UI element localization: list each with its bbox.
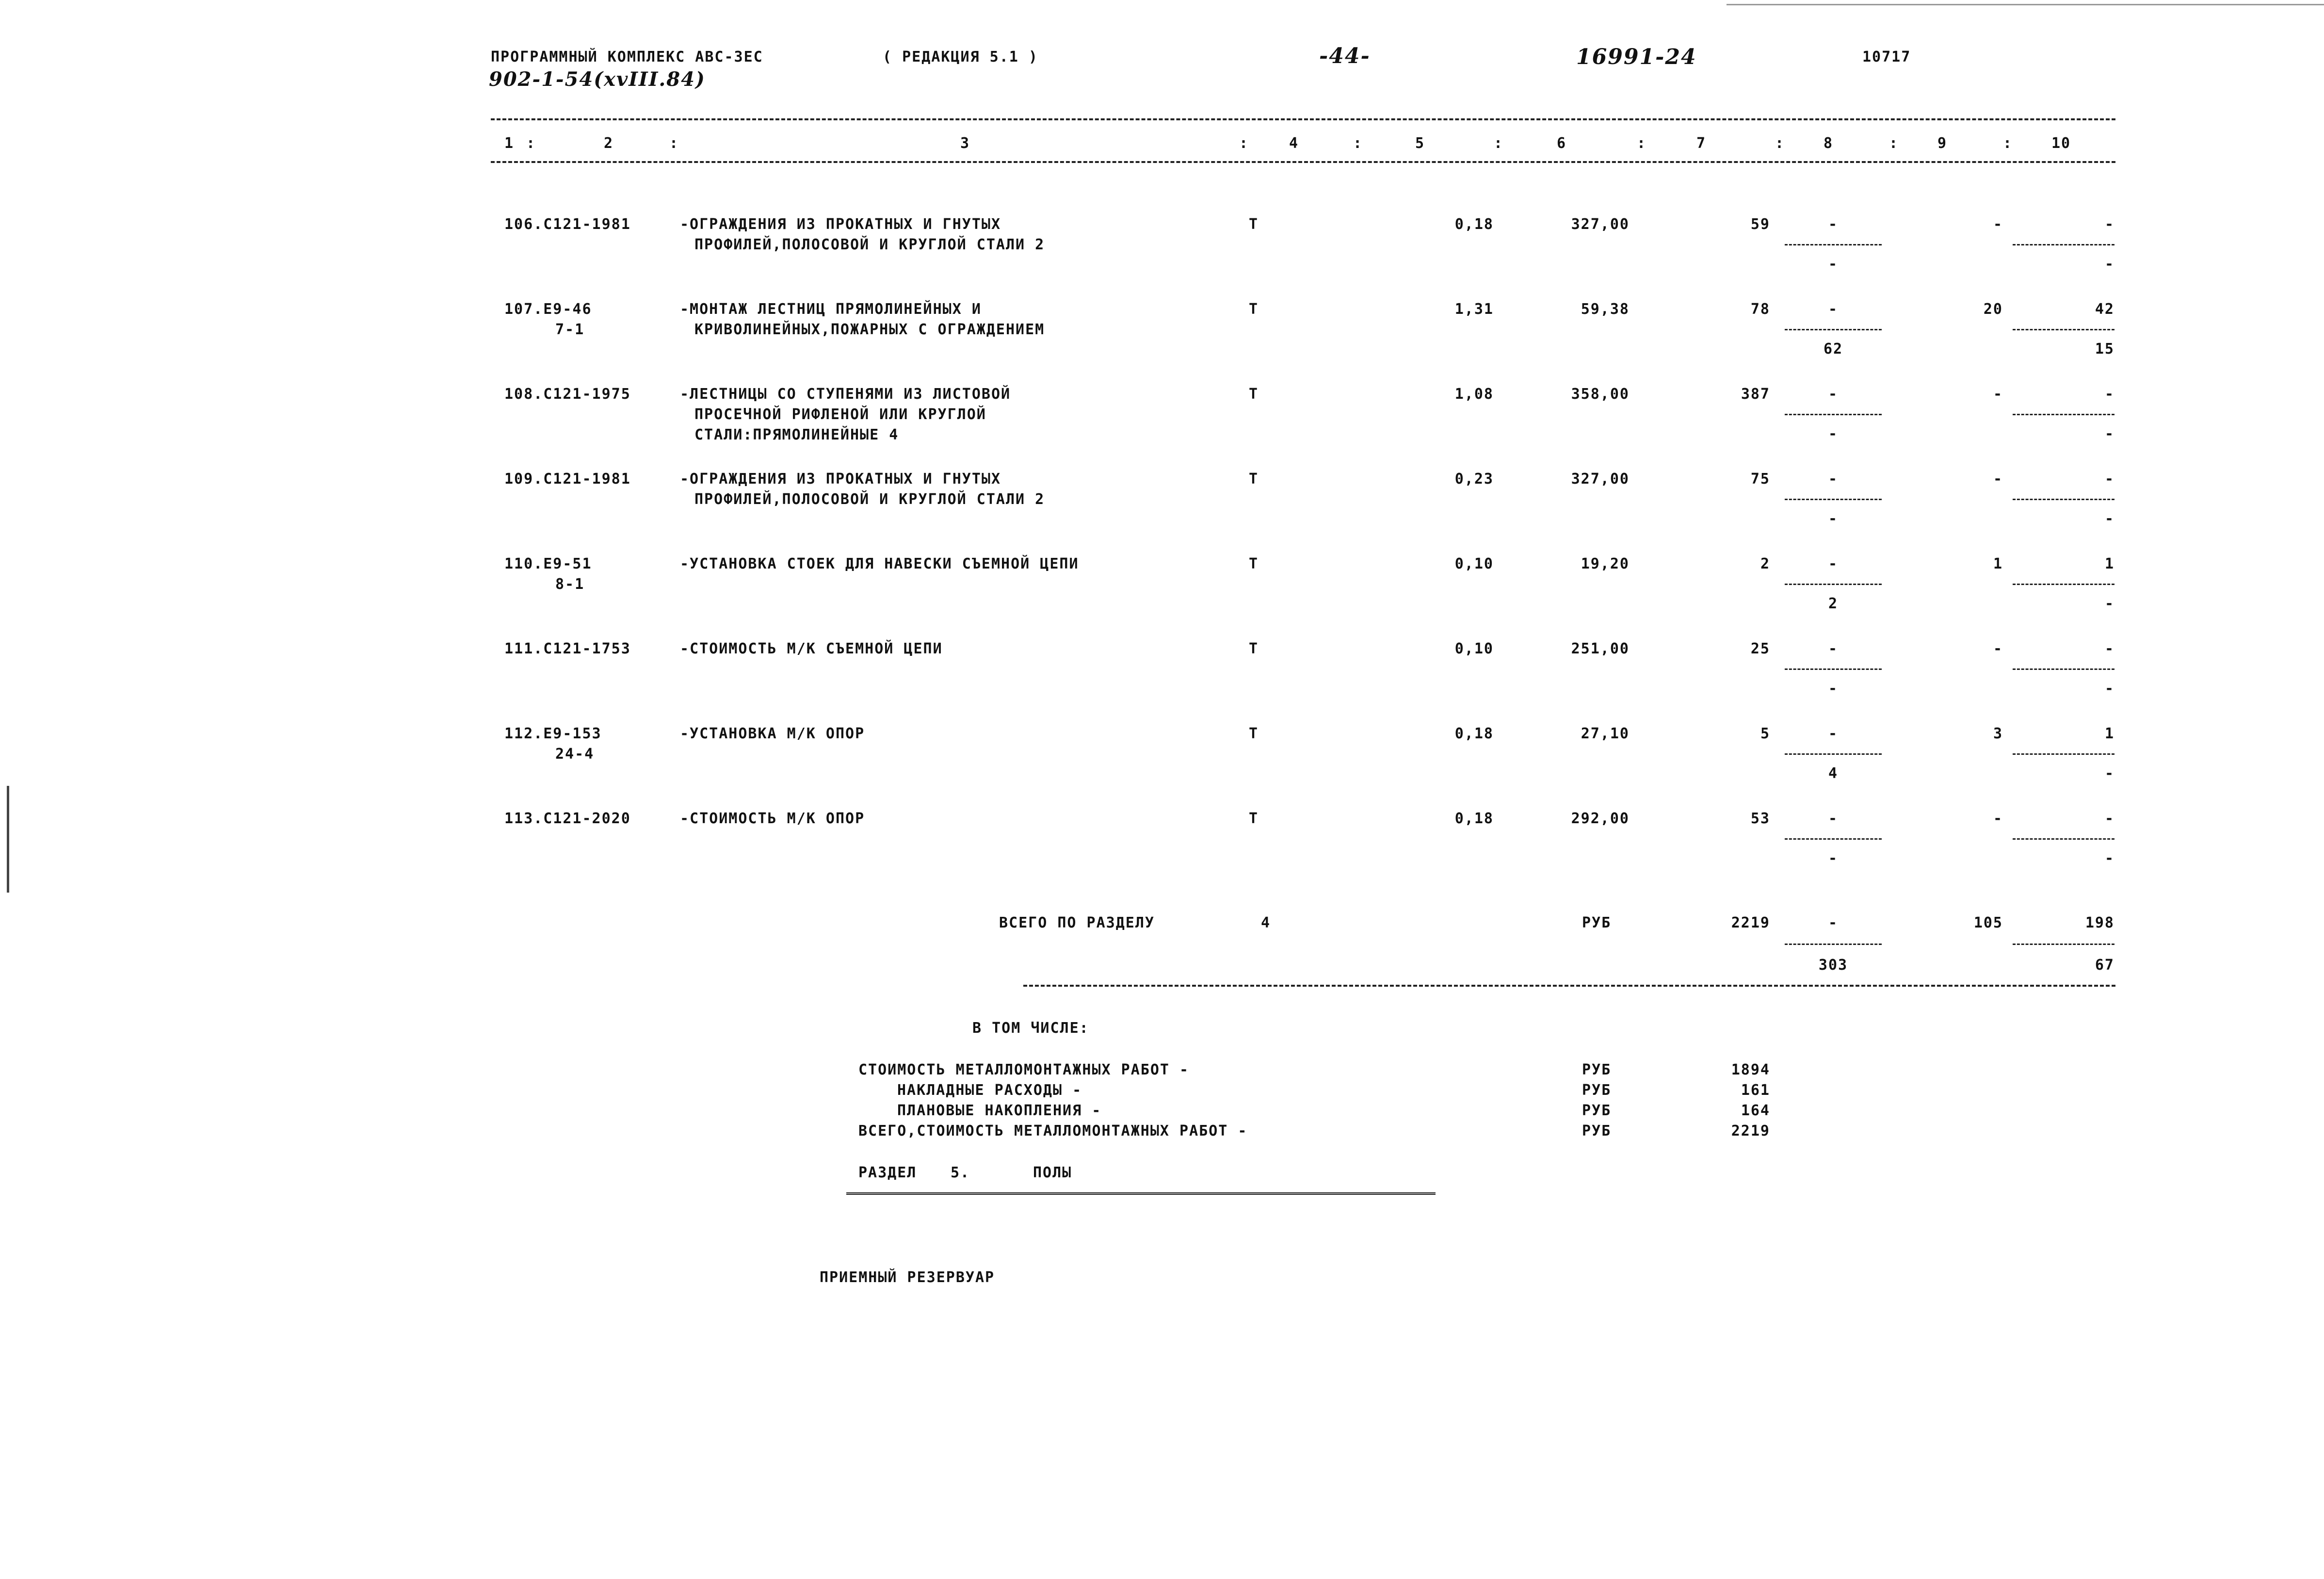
row-col10-bottom: - bbox=[2104, 850, 2114, 867]
column-separator: : bbox=[1889, 135, 1899, 152]
row-code: 109.С121-1981 bbox=[504, 471, 631, 488]
document-code: 16991-24 bbox=[1576, 45, 1697, 69]
column-separator: : bbox=[1494, 135, 1504, 152]
row-col10-bottom: - bbox=[2104, 595, 2114, 612]
row-unit: Т bbox=[1249, 810, 1259, 827]
section-total-sum: 2219 bbox=[1731, 914, 1770, 931]
row-price: 19,20 bbox=[1581, 555, 1630, 572]
fraction-rule bbox=[1785, 584, 1882, 585]
row-col10-bottom: 15 bbox=[2095, 341, 2114, 358]
row-unit: Т bbox=[1249, 471, 1259, 488]
row-col8-bottom: - bbox=[1828, 425, 1839, 442]
row-total: 5 bbox=[1760, 725, 1770, 742]
row-col10-bottom: - bbox=[2104, 510, 2114, 527]
row-col8-top: - bbox=[1828, 386, 1839, 403]
section-heading-number: 5. bbox=[951, 1164, 970, 1181]
including-item-value: 164 bbox=[1741, 1102, 1770, 1119]
row-col10-top: - bbox=[2104, 810, 2114, 827]
row-price: 251,00 bbox=[1571, 640, 1630, 657]
row-quantity: 1,31 bbox=[1454, 301, 1494, 318]
row-quantity: 0,23 bbox=[1454, 471, 1494, 488]
row-quantity: 0,10 bbox=[1454, 640, 1494, 657]
row-price: 327,00 bbox=[1571, 216, 1630, 233]
fraction-rule bbox=[1785, 753, 1882, 755]
column-separator: : bbox=[669, 135, 679, 152]
row-col9: - bbox=[1993, 810, 2003, 827]
row-description-line: -ОГРАЖДЕНИЯ ИЗ ПРОКАТНЫХ И ГНУТЫХ bbox=[680, 216, 1001, 233]
section-total-number: 4 bbox=[1261, 914, 1271, 931]
row-description-line: КРИВОЛИНЕЙНЫХ,ПОЖАРНЫХ С ОГРАЖДЕНИЕМ bbox=[694, 321, 1045, 338]
column-header-1: 1 bbox=[504, 135, 515, 152]
row-description-line: -МОНТАЖ ЛЕСТНИЦ ПРЯМОЛИНЕЙНЫХ И bbox=[680, 301, 982, 318]
row-col8-top: - bbox=[1828, 640, 1839, 657]
row-unit: Т bbox=[1249, 640, 1259, 657]
row-description-line: ПРОФИЛЕЙ,ПОЛОСОВОЙ И КРУГЛОЙ СТАЛИ 2 bbox=[694, 491, 1045, 508]
fraction-rule bbox=[1785, 668, 1882, 670]
section-total-col10-bottom: 67 bbox=[2095, 957, 2114, 974]
row-col8-top: - bbox=[1828, 725, 1839, 742]
row-price: 292,00 bbox=[1571, 810, 1630, 827]
sheet-code: 10717 bbox=[1862, 49, 1911, 65]
row-description-line: -ОГРАЖДЕНИЯ ИЗ ПРОКАТНЫХ И ГНУТЫХ bbox=[680, 471, 1001, 488]
column-separator: : bbox=[526, 135, 536, 152]
section-heading-underline bbox=[846, 1192, 1436, 1195]
column-header-10: 10 bbox=[2051, 135, 2071, 152]
row-col8-bottom: - bbox=[1828, 850, 1839, 867]
section-total-col10-top: 198 bbox=[2085, 914, 2114, 931]
including-item-value: 2219 bbox=[1731, 1123, 1770, 1139]
section-total-col8-bottom: 303 bbox=[1818, 957, 1848, 974]
row-quantity: 0,18 bbox=[1454, 810, 1494, 827]
fraction-rule bbox=[2013, 499, 2114, 500]
row-code: 112.Е9-153 bbox=[504, 725, 602, 742]
section-total-label: ВСЕГО ПО РАЗДЕЛУ bbox=[999, 914, 1155, 931]
fraction-rule bbox=[2013, 584, 2114, 585]
fraction-rule bbox=[1785, 244, 1882, 245]
section-total-col8-top: - bbox=[1828, 914, 1839, 931]
row-col8-top: - bbox=[1828, 555, 1839, 572]
including-item-value: 161 bbox=[1741, 1082, 1770, 1099]
including-item-label: ПЛАНОВЫЕ НАКОПЛЕНИЯ - bbox=[897, 1102, 1102, 1119]
row-col10-bottom: - bbox=[2104, 765, 2114, 782]
page-number: -44- bbox=[1319, 44, 1371, 68]
row-unit: Т bbox=[1249, 386, 1259, 403]
row-total: 387 bbox=[1741, 386, 1770, 403]
row-quantity: 1,08 bbox=[1454, 386, 1494, 403]
row-description-line: ПРОФИЛЕЙ,ПОЛОСОВОЙ И КРУГЛОЙ СТАЛИ 2 bbox=[694, 236, 1045, 253]
row-col10-top: 1 bbox=[2104, 725, 2114, 742]
row-total: 75 bbox=[1750, 471, 1770, 488]
header-top-rule bbox=[491, 118, 2115, 120]
row-total: 78 bbox=[1750, 301, 1770, 318]
column-header-8: 8 bbox=[1824, 135, 1834, 152]
row-price: 327,00 bbox=[1571, 471, 1630, 488]
scan-edge-mark bbox=[1727, 4, 2324, 5]
row-col8-top: - bbox=[1828, 301, 1839, 318]
row-col9: 3 bbox=[1993, 725, 2003, 742]
row-col9: - bbox=[1993, 216, 2003, 233]
row-total: 2 bbox=[1760, 555, 1770, 572]
row-col8-bottom: 4 bbox=[1828, 765, 1839, 782]
row-col9: - bbox=[1993, 471, 2003, 488]
row-description-line: -ЛЕСТНИЦЫ СО СТУПЕНЯМИ ИЗ ЛИСТОВОЙ bbox=[680, 386, 1011, 403]
row-col10-bottom: - bbox=[2104, 680, 2114, 697]
column-header-9: 9 bbox=[1937, 135, 1948, 152]
row-description-line: -СТОИМОСТЬ М/К СЪЕМНОЙ ЦЕПИ bbox=[680, 640, 943, 657]
row-code: 108.С121-1975 bbox=[504, 386, 631, 403]
fraction-rule bbox=[2013, 944, 2114, 945]
row-col8-bottom: - bbox=[1828, 510, 1839, 527]
row-col10-top: - bbox=[2104, 216, 2114, 233]
including-item-unit: РУБ bbox=[1582, 1061, 1612, 1078]
including-item-value: 1894 bbox=[1731, 1061, 1770, 1078]
program-title: ПРОГРАММНЫЙ КОМПЛЕКС АВС-ЗЕС bbox=[491, 49, 763, 65]
row-total: 25 bbox=[1750, 640, 1770, 657]
row-col8-top: - bbox=[1828, 810, 1839, 827]
row-description-line: СТАЛИ:ПРЯМОЛИНЕЙНЫЕ 4 bbox=[694, 426, 899, 443]
row-col8-bottom: 2 bbox=[1828, 595, 1839, 612]
row-quantity: 0,10 bbox=[1454, 555, 1494, 572]
fraction-rule bbox=[2013, 838, 2114, 840]
row-price: 59,38 bbox=[1581, 301, 1630, 318]
row-description-line: -СТОИМОСТЬ М/К ОПОР bbox=[680, 810, 865, 827]
fraction-rule bbox=[2013, 753, 2114, 755]
footer-label: ПРИЕМНЫЙ РЕЗЕРВУАР bbox=[820, 1269, 995, 1286]
row-quantity: 0,18 bbox=[1454, 725, 1494, 742]
row-col10-top: 42 bbox=[2095, 301, 2114, 318]
including-item-label: НАКЛАДНЫЕ РАСХОДЫ - bbox=[897, 1082, 1082, 1099]
fraction-rule bbox=[1785, 329, 1882, 330]
row-unit: Т bbox=[1249, 555, 1259, 572]
row-col9: - bbox=[1993, 386, 2003, 403]
row-code: 113.С121-2020 bbox=[504, 810, 631, 827]
section-total-rule bbox=[1023, 985, 2115, 987]
including-item-unit: РУБ bbox=[1582, 1102, 1612, 1119]
including-item-unit: РУБ bbox=[1582, 1082, 1612, 1099]
row-unit: Т bbox=[1249, 725, 1259, 742]
row-col8-bottom: - bbox=[1828, 680, 1839, 697]
row-col8-top: - bbox=[1828, 216, 1839, 233]
fraction-rule bbox=[1785, 838, 1882, 840]
row-description-line: -УСТАНОВКА СТОЕК ДЛЯ НАВЕСКИ СЪЕМНОЙ ЦЕПИ bbox=[680, 555, 1079, 572]
row-code: 111.С121-1753 bbox=[504, 640, 631, 657]
edition-label: ( РЕДАКЦИЯ 5.1 ) bbox=[883, 49, 1038, 65]
column-header-2: 2 bbox=[604, 135, 614, 152]
column-separator: : bbox=[1637, 135, 1647, 152]
including-item-unit: РУБ bbox=[1582, 1123, 1612, 1139]
row-code: 106.С121-1981 bbox=[504, 216, 631, 233]
row-col9: 20 bbox=[1983, 301, 2003, 318]
row-description-line: -УСТАНОВКА М/К ОПОР bbox=[680, 725, 865, 742]
fraction-rule bbox=[1785, 499, 1882, 500]
row-description-line: ПРОСЕЧНОЙ РИФЛЕНОЙ ИЛИ КРУГЛОЙ bbox=[694, 406, 986, 423]
column-header-3: 3 bbox=[960, 135, 970, 152]
section-total-col9: 105 bbox=[1973, 914, 2003, 931]
row-total: 53 bbox=[1750, 810, 1770, 827]
project-code: 902-1-54(xvIII.84) bbox=[489, 68, 706, 91]
scan-edge-mark bbox=[7, 786, 9, 893]
fraction-rule bbox=[2013, 329, 2114, 330]
fraction-rule bbox=[1785, 414, 1882, 415]
column-header-6: 6 bbox=[1557, 135, 1567, 152]
row-code-suffix: 8-1 bbox=[555, 576, 585, 593]
row-col10-top: 1 bbox=[2104, 555, 2114, 572]
column-header-4: 4 bbox=[1289, 135, 1299, 152]
including-item-label: СТОИМОСТЬ МЕТАЛЛОМОНТАЖНЫХ РАБОТ - bbox=[858, 1061, 1190, 1078]
row-col8-bottom: 62 bbox=[1823, 341, 1843, 358]
row-code: 107.Е9-46 bbox=[504, 301, 592, 318]
including-label: В ТОМ ЧИСЛЕ: bbox=[972, 1020, 1089, 1037]
column-separator: : bbox=[2003, 135, 2013, 152]
row-col9: 1 bbox=[1993, 555, 2003, 572]
row-code: 110.Е9-51 bbox=[504, 555, 592, 572]
row-unit: Т bbox=[1249, 216, 1259, 233]
row-col10-bottom: - bbox=[2104, 256, 2114, 273]
row-col10-top: - bbox=[2104, 471, 2114, 488]
including-item-label: ВСЕГО,СТОИМОСТЬ МЕТАЛЛОМОНТАЖНЫХ РАБОТ - bbox=[858, 1123, 1248, 1139]
row-col8-bottom: - bbox=[1828, 256, 1839, 273]
row-col10-top: - bbox=[2104, 386, 2114, 403]
column-separator: : bbox=[1353, 135, 1363, 152]
section-total-unit: РУБ bbox=[1582, 914, 1612, 931]
row-price: 27,10 bbox=[1581, 725, 1630, 742]
column-header-7: 7 bbox=[1696, 135, 1707, 152]
fraction-rule bbox=[2013, 244, 2114, 245]
column-separator: : bbox=[1239, 135, 1249, 152]
row-quantity: 0,18 bbox=[1454, 216, 1494, 233]
fraction-rule bbox=[2013, 668, 2114, 670]
row-col8-top: - bbox=[1828, 471, 1839, 488]
row-col10-bottom: - bbox=[2104, 425, 2114, 442]
row-col10-top: - bbox=[2104, 640, 2114, 657]
fraction-rule bbox=[2013, 414, 2114, 415]
column-separator: : bbox=[1775, 135, 1785, 152]
row-price: 358,00 bbox=[1571, 386, 1630, 403]
row-code-suffix: 24-4 bbox=[555, 746, 595, 763]
row-total: 59 bbox=[1750, 216, 1770, 233]
row-col9: - bbox=[1993, 640, 2003, 657]
row-code-suffix: 7-1 bbox=[555, 321, 585, 338]
section-heading-title: ПОЛЫ bbox=[1033, 1164, 1072, 1181]
fraction-rule bbox=[1785, 944, 1882, 945]
header-bottom-rule bbox=[491, 161, 2115, 163]
section-heading-label: РАЗДЕЛ bbox=[858, 1164, 917, 1181]
row-unit: Т bbox=[1249, 301, 1259, 318]
column-header-5: 5 bbox=[1415, 135, 1425, 152]
